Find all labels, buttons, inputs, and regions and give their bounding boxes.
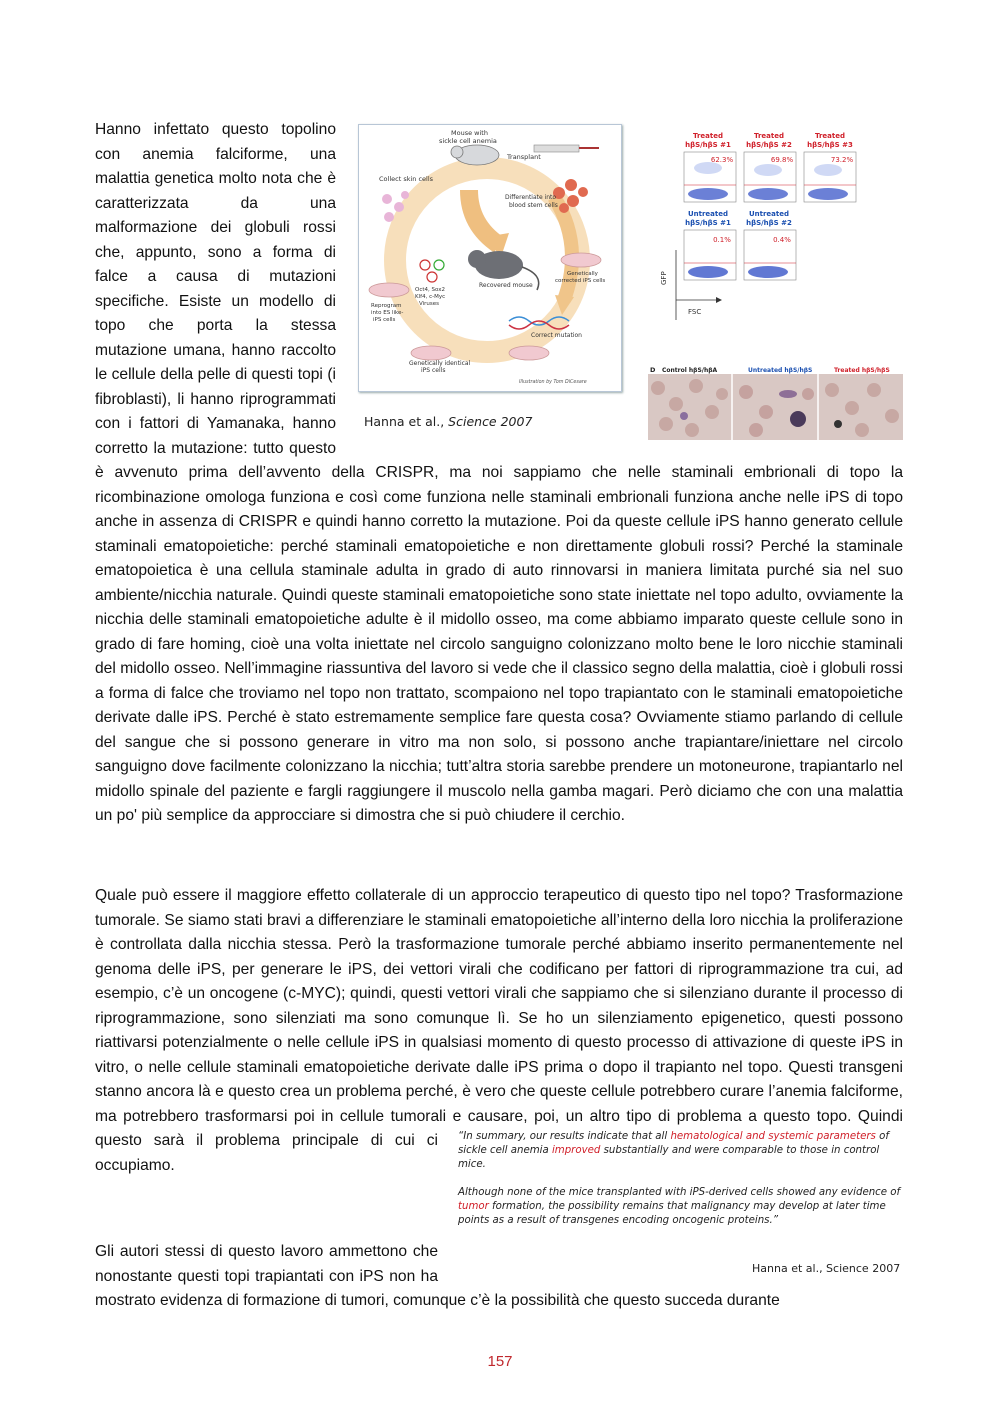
quote-box — [458, 1130, 908, 1228]
label-differentiate: Differentiate into — [505, 194, 557, 201]
citation-author: Hanna et al., — [364, 414, 445, 429]
facs-x-axis: FSC — [688, 308, 702, 316]
facs-untreated-1-value: 0.1% — [713, 236, 731, 244]
facs-treated-2-title: Treated — [753, 132, 785, 140]
label-oct4: Oct4, Sox2 — [415, 287, 445, 293]
label-transplant: Transplant — [507, 153, 541, 161]
page-number: 157 — [487, 1353, 513, 1370]
label-illustration: Illustration by Tom DiCesare — [519, 380, 587, 385]
blood-control-label: Control hβS/hβA — [662, 367, 718, 374]
facs-untreated-2 — [744, 210, 796, 280]
label-differentiate-2: blood stem cells — [509, 202, 558, 209]
blood-panel-letter: D — [650, 366, 656, 374]
label-genetically-2: corrected iPS cells — [555, 278, 606, 284]
label-identical: Genetically identical — [409, 360, 471, 367]
facs-untreated-2-title: Untreated — [748, 210, 790, 218]
label-recovered: Recovered mouse — [479, 282, 533, 289]
quote-part-5: formation, the possibility remains that malignancy may develop at later time points as a result of transgenes encoding oncogenic proteins.” — [458, 1201, 886, 1226]
facs-treated-1-subtitle: hβS/hβS #1 — [685, 141, 731, 149]
quote-citation: Hanna et al., Science 2007 — [752, 1262, 901, 1275]
paragraph-1-block — [95, 118, 903, 829]
facs-treated-2 — [744, 132, 796, 202]
blood-untreated-label: Untreated hβS/hβS — [748, 367, 813, 374]
facs-treated-3-title: Treated — [814, 132, 846, 140]
label-klf4: Klf4, c-Myc — [415, 294, 446, 300]
facs-treated-3-value: 73.2% — [830, 156, 854, 164]
label-mouse-2: sickle cell anemia — [439, 137, 497, 145]
facs-y-axis: GFP — [660, 271, 668, 285]
facs-panels — [646, 130, 906, 330]
quote-part-1: “In summary, our results indicate that all — [458, 1131, 671, 1142]
paragraph-3: Gli autori stessi di questo lavoro ammettono che nonostante questi topi trapiantati con iPS non ha mostrato evidenza di formazione di tumori, comunque c’è la possibilità che questo succeda durante — [95, 1243, 780, 1309]
label-mouse: Mouse with — [451, 129, 488, 137]
quote-highlight-3: tumor — [458, 1201, 489, 1212]
reprogramming-cycle-diagram — [359, 125, 621, 391]
quote-text-1 — [458, 1130, 908, 1172]
paragraph-1: Hanno infettato questo topolino con anemia falciforme, una malattia genetica molto nota che è caratterizzata da una malformazione dei globuli rossi che, appunto, sono a forma di falce a causa di mutazioni specifiche. Esiste un modello di topo che porta la stessa mutazione umana, hanno raccolto le cellule della pelle di questi topi (i fibroblasti), li hanno riprogrammati con i fattori di Yamanaka, hanno corretto la mutazione: tutto questo è avvenuto prima dell’avvento della CRISPR, ma noi sappiamo che nelle staminali embrionali di topo la ricombinazione omologa funziona e così come funziona nelle staminali embrionali funziona anche nelle iPS di topo anche in assenza di CRISPR e quindi hanno corretto la mutazione. Poi da queste cellule iPS hanno generato cellule staminali ematopoietiche: perché staminali ematopoietiche e non direttamente globuli rossi? Perché la staminale ematopoietica è una cellula staminale adulta in grado di auto rinnovarsi in maniera limitata purché sia nel suo ambiente/nicchia naturale. Quindi queste staminali ematopoietiche sono state iniettate nel topo adulto, ovviamente la nicchia delle staminali ematopoietiche adulte è il midollo osseo, ma come abbiamo imparato queste cellule sono in grado di fare homing, cioè una volta iniettate nel circolo sanguigno colonizzano molto bene le loro nicchie staminali del midollo osseo. Nell’immagine riassuntiva del lavoro si vede che il classico segno della malattia, cioè i globuli rossi a forma di falce che troviamo nel topo non trattato, scompaiono nel topo trapiantato con le staminali ematopoietiche derivate dalle iPS. Perché è stato estremamente semplice fare questa cosa? Ovviamente stiamo parlando di cellule del sangue che si possono generare in vitro ma non solo, si possono anche trapiantare/iniettare nel circolo sanguigno dove facilmente colonizzano la nicchia; tutt’altra storia sarebbe prendere un motoneurone, trapiantarlo nel midollo spinale del paziente e fargli raggiungere il muscolo nella gamba magari. Però diciamo che con una malattia un po' più semplice da approcciare si dimostra che si può chiudere il cerchio. — [95, 121, 903, 824]
paragraph-3-block — [95, 1240, 903, 1314]
facs-untreated-1 — [684, 210, 736, 280]
label-reprogram-2: into ES like- — [371, 310, 404, 316]
facs-treated-1-value: 62.3% — [710, 156, 734, 164]
facs-treated-2-subtitle: hβS/hβS #2 — [746, 141, 792, 149]
facs-treated-1-title: Treated — [692, 132, 724, 140]
facs-treated-1 — [684, 132, 736, 202]
quote-part-2: of sickle cell anemia — [458, 1131, 889, 1156]
blood-smear-image — [648, 364, 903, 440]
facs-treated-3-subtitle: hβS/hβS #3 — [807, 141, 853, 149]
citation-journal: Science 2007 — [448, 414, 533, 429]
label-reprogram: Reprogram — [371, 303, 402, 309]
label-genetically: Genetically — [567, 271, 598, 277]
label-reprogram-3: iPS cells — [373, 317, 396, 323]
label-collect: Collect skin cells — [379, 175, 434, 183]
blood-treated-label: Treated hβS/hβS — [834, 367, 890, 374]
facs-plots — [646, 130, 906, 330]
quote-highlight-1: hematological and systemic parameters — [670, 1131, 876, 1142]
facs-treated-2-value: 69.8% — [770, 156, 794, 164]
wrap-spacer — [438, 1240, 903, 1286]
label-correct: Correct mutation — [531, 332, 582, 339]
quote-highlight-2: improved — [551, 1145, 601, 1156]
blood-smear-panel — [648, 364, 903, 440]
reprogramming-cycle-panel — [358, 124, 622, 392]
quote-text-2 — [458, 1186, 908, 1228]
facs-untreated-2-subtitle: hβS/hβS #2 — [746, 219, 792, 227]
figure-hanna-2007 — [358, 120, 903, 450]
facs-treated-3 — [804, 132, 856, 202]
figure-citation — [364, 410, 532, 435]
quote-part-3: substantially and were comparable to those in control mice. — [458, 1145, 880, 1170]
quote-part-4: Although none of the mice transplanted with iPS-derived cells showed any evidence of — [458, 1187, 901, 1198]
facs-untreated-1-title: Untreated — [687, 210, 729, 218]
facs-untreated-1-subtitle: hβS/hβS #1 — [685, 219, 731, 227]
label-identical-2: iPS cells — [421, 367, 446, 374]
label-viruses: Viruses — [419, 301, 440, 307]
paragraph-2: Quale può essere il maggiore effetto collaterale di un approccio terapeutico di questo tipo nel topo? Trasformazione tumorale. Se siamo stati bravi a differenziare le staminali ematopoietiche all’interno della loro nicchia la proliferazione è controllata dalla nicchia stessa. Però la trasformazione tumorale perché abbiamo inserito permanentemente nel genoma delle iPS, per generare le iPS, dei vettori virali che codificano per fattori di riprogrammazione tra cui, ad esempio, c’è un oncogene (c-MYC); quindi, questi vettori virali che sappiamo che si silenziano durante il processo di riprogrammazione, sono silenziati ma sono comunque lì. Se ho un silenziamento epigenetico, questi possono riattivarsi potenzialmente o nelle cellule iPS in qualsiasi momento di questo processo di attivazione di queste iPS in vitro, o nelle cellule staminali ematopoietiche derivate dalle iPS prima o dopo il trapianto nel topo. Questi transgeni stanno ancora là e questo crea un problema perché, è vero che queste cellule potrebbero curare l’anemia falciforme, ma potrebbero trasformarsi poi in cellule tumorali e causare, poi, un altro tipo di problema a questo topo. Quindi questo sarà il problema principale di cui ci occupiamo. — [95, 887, 903, 1174]
facs-untreated-2-value: 0.4% — [773, 236, 791, 244]
